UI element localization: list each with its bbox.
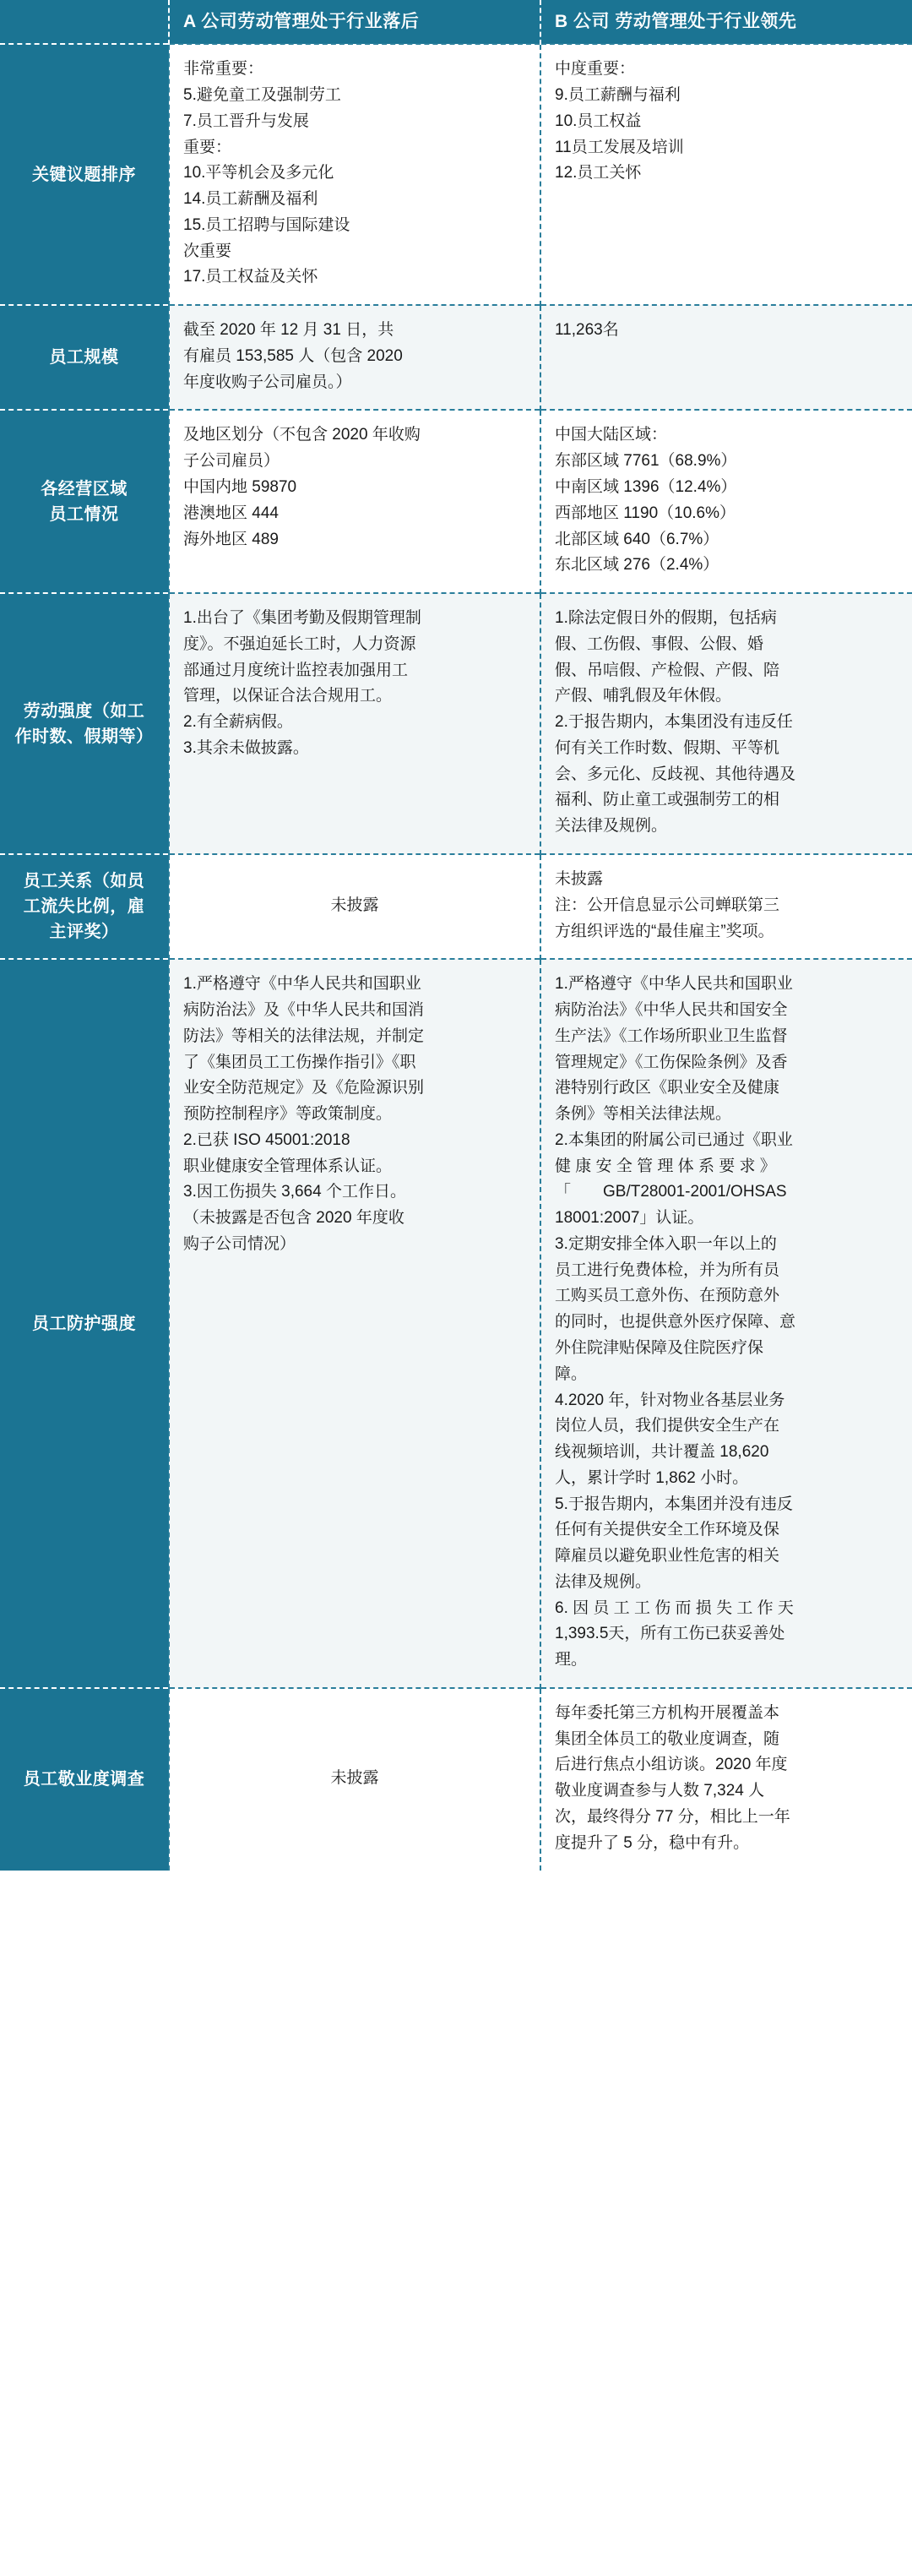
table-header xyxy=(0,0,912,44)
table-row xyxy=(0,44,912,305)
cell-company-b: 未披露 注：公开信息显示公司蝉联第三 方组织评选的“最佳雇主”奖项。 xyxy=(540,854,912,959)
table-row xyxy=(0,959,912,1688)
table-row xyxy=(0,854,912,959)
cell-company-b: 11,263名 xyxy=(540,305,912,410)
header-company-a: A 公司劳动管理处于行业落后 xyxy=(169,0,540,44)
cell-company-a: 未披露 xyxy=(169,854,540,959)
row-label: 劳动强度（如工 作时数、假期等） xyxy=(0,593,169,854)
table-row xyxy=(0,410,912,593)
cell-company-b: 1.严格遵守《中华人民共和国职业 病防治法》《中华人民共和国安全 生产法》《工作场所职业卫生监督 管理规定》《工伤保险条例》及香 港特别行政区《职业安全及健康 条例》等相关法律法规。 2.本集团的附属公司已通过《职业 健 康 安 全 管 理 体 系 要 求 》 「 GB/T28001-2001/OHSAS 18001:2007」认证。 3.定期安排全体入职一年以上的 员工进行免费体检，并为所有员 工购买员工意外伤、在预防意外 的同时，也提供意外医疗保障、意 外住院津贴保障及住院医疗保 障。 4.2020 年，针对物业各基层业务 岗位人员，我们提供安全生产在 线视频培训，共计覆盖 18,620 人，累计学时 1,862 小时。 5.于报告期内，本集团并没有违反 任何有关提供安全工作环境及保 障雇员以避免职业性危害的相关 法律及规例。 6. 因 员 工 工 伤 而 损 失 工 作 天 1,393.5天，所有工伤已获妥善处 理。 xyxy=(540,959,912,1688)
table-row xyxy=(0,1688,912,1871)
table-row xyxy=(0,305,912,410)
row-label: 员工敬业度调查 xyxy=(0,1688,169,1871)
header-blank-cell xyxy=(0,0,169,44)
table-row xyxy=(0,593,912,854)
cell-company-a: 截至 2020 年 12 月 31 日，共 有雇员 153,585 人（包含 2020 年度收购子公司雇员。） xyxy=(169,305,540,410)
cell-company-b: 中度重要： 9.员工薪酬与福利 10.员工权益 11员工发展及培训 12.员工关怀 xyxy=(540,44,912,305)
row-label: 员工关系（如员 工流失比例，雇 主评奖） xyxy=(0,854,169,959)
header-company-b: B 公司 劳动管理处于行业领先 xyxy=(540,0,912,44)
cell-company-a: 及地区划分（不包含 2020 年收购 子公司雇员） 中国内地 59870 港澳地区 444 海外地区 489 xyxy=(169,410,540,593)
cell-company-a: 未披露 xyxy=(169,1688,540,1871)
table-header-row xyxy=(0,0,912,44)
row-label: 员工规模 xyxy=(0,305,169,410)
row-label: 员工防护强度 xyxy=(0,959,169,1688)
cell-company-b: 中国大陆区域： 东部区域 7761（68.9%） 中南区域 1396（12.4%） 西部地区 1190（10.6%） 北部区域 640（6.7%） 东北区域 276（2.4%） xyxy=(540,410,912,593)
table-body xyxy=(0,44,912,1870)
cell-company-b: 1.除法定假日外的假期，包括病 假、工伤假、事假、公假、婚 假、吊唁假、产检假、产假、陪 产假、哺乳假及年休假。 2.于报告期内，本集团没有违反任 何有关工作时数、假期、平等机 会、多元化、反歧视、其他待遇及 福利、防止童工或强制劳工的相 关法律及规例。 xyxy=(540,593,912,854)
cell-company-a: 1.严格遵守《中华人民共和国职业 病防治法》及《中华人民共和国消 防法》等相关的法律法规，并制定 了《集团员工工伤操作指引》《职 业安全防范规定》及《危险源识别 预防控制程序》等政策制度。 2.已获 ISO 45001:2018 职业健康安全管理体系认证。 3.因工伤损失 3,664 个工作日。 （未披露是否包含 2020 年度收 购子公司情况） xyxy=(169,959,540,1688)
cell-company-a: 1.出台了《集团考勤及假期管理制 度》。不强迫延长工时，人力资源 部通过月度统计监控表加强用工 管理，以保证合法合规用工。 2.有全薪病假。 3.其余未做披露。 xyxy=(169,593,540,854)
cell-company-b: 每年委托第三方机构开展覆盖本 集团全体员工的敬业度调查，随 后进行焦点小组访谈。2020 年度 敬业度调查参与人数 7,324 人 次，最终得分 77 分，相比上一年 度提升了 5 分，稳中有升。 xyxy=(540,1688,912,1871)
cell-company-a: 非常重要： 5.避免童工及强制劳工 7.员工晋升与发展 重要： 10.平等机会及多元化 14.员工薪酬及福利 15.员工招聘与国际建设 次重要 17.员工权益及关怀 xyxy=(169,44,540,305)
row-label: 关键议题排序 xyxy=(0,44,169,305)
row-label: 各经营区域 员工情况 xyxy=(0,410,169,593)
